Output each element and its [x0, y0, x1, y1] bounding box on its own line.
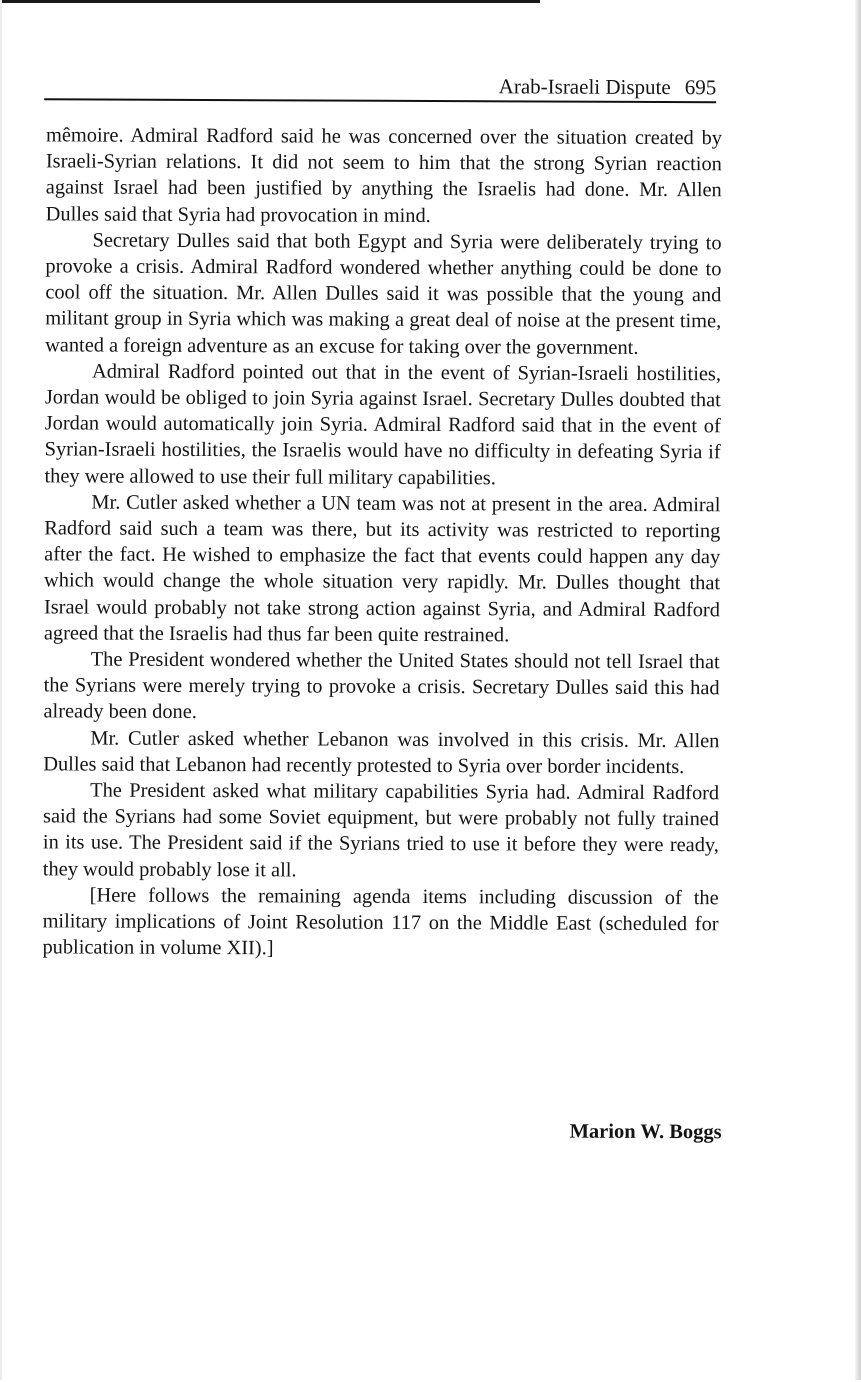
page-number: 695 [684, 75, 717, 100]
signature: Marion W. Boggs [569, 1120, 722, 1144]
paragraph-5: The President wondered whether the United States should not tell Israel that the Syrians were merely trying to provoke a crisis. Secretary Dulles said this had already been done. [43, 648, 720, 724]
paragraph-8: [Here follows the remaining agenda items including discussion of the military implications of Joint Resolution 117 on the Middle East (scheduled for publication in volume XII).] [42, 884, 719, 960]
running-head-title: Arab-Israeli Dispute [498, 74, 671, 100]
paragraph-4: Mr. Cutler asked whether a UN team was not at present in the area. Admiral Radford said such a team was there, but its activity was restricted to reporting after the fact. He wished to emphasize the fact that events could happen any day which would change the whole situation very rapidly. Mr. Dulles thought that Israel would probably not take strong action against Syria, and Admiral Radford agreed that the Israelis had thus far been quite restrained. [43, 491, 721, 647]
paragraph-7: The President asked what military capabilities Syria had. Admiral Radford said the Syrians had some Soviet equipment, but were probably not fully trained in its use. The President said if the Syrians tried to use it before they were ready, they would probably lose it all. [42, 779, 720, 882]
paragraph-6: Mr. Cutler asked whether Lebanon was involved in this crisis. Mr. Allen Dulles said that Lebanon had recently protested to Syria over border incidents. [43, 727, 720, 778]
running-head [44, 72, 716, 103]
paragraph-1: mêmoire. Admiral Radford said he was concerned over the situation created by Israeli-Syrian relations. It did not seem to him that the strong Syrian reaction against Israel had been justified by anything the Israelis had done. Mr. Allen Dulles said that Syria had provocation in mind. [45, 124, 723, 227]
body-text [42, 122, 722, 963]
paragraph-2: Secretary Dulles said that both Egypt and Syria were deliberately trying to provoke a crisis. Admiral Radford wondered whether anything could be done to cool off the situation. Mr. Allen Dulles said it was possible that the young and militant group in Syria which was making a great deal of noise at the present time, wanted a foreign adventure as an excuse for taking over the government. [45, 229, 722, 359]
paragraph-3: Admiral Radford pointed out that in the event of Syrian-Israeli hostilities, Jordan would be obliged to join Syria against Israel. Secretary Dulles doubted that Jordan would automatically join Syria. Admiral Radford said that in the event of Syrian-Israeli hostilities, the Israelis would have no difficulty in defeating Syria if they were allowed to use their full military capabilities. [44, 360, 722, 489]
